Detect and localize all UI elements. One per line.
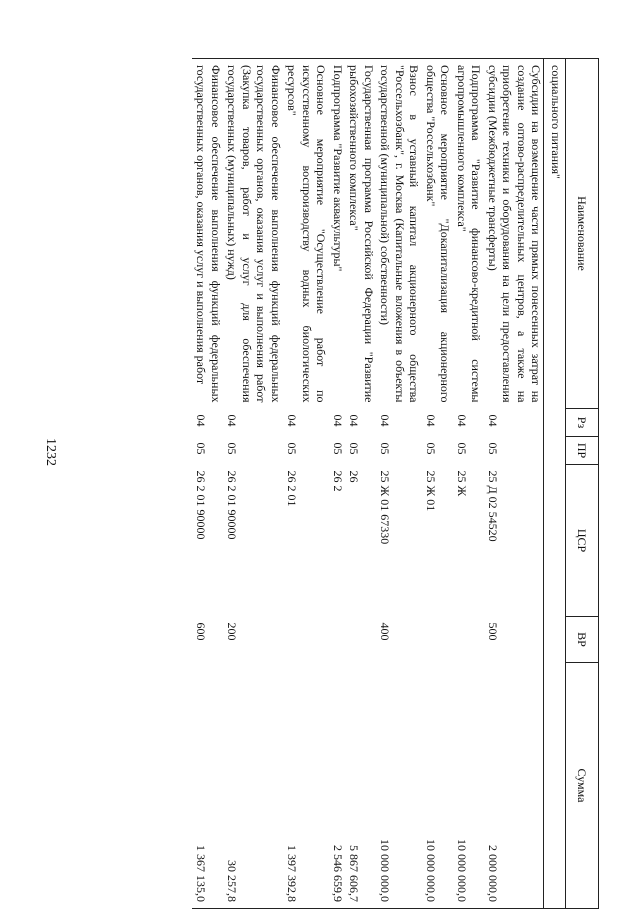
cell-pr: 05 (285, 442, 300, 455)
cell-sum: 5 867 606,7 (345, 663, 376, 909)
cell-pr: 05 (455, 442, 469, 455)
table-row (453, 59, 484, 909)
cell-csr: 26 2 (331, 470, 345, 492)
cell-rz: 04 (225, 414, 240, 427)
cell-rz: 04 (194, 414, 209, 427)
cell-rz: 04 (424, 414, 438, 427)
cell-csr: 26 2 01 90000 (225, 470, 240, 540)
table-row (484, 59, 545, 909)
cell-rz: 04 (285, 414, 300, 427)
cell-pr: 05 (424, 442, 438, 455)
table-row (422, 59, 453, 909)
cell-pr: 05 (331, 442, 345, 455)
header-name: Наименование (566, 59, 599, 409)
cell-pr: 05 (378, 442, 393, 455)
cell-rz: 04 (455, 414, 469, 427)
table-row (376, 59, 422, 909)
cell-name: Подпрограмма "Развитие финансово-кредитной системы агропромышленного комплекса" (453, 59, 484, 409)
continuation-text: социального питания" (544, 59, 566, 409)
budget-table (192, 58, 599, 909)
continuation-row (544, 59, 566, 909)
cell-vr (422, 617, 453, 663)
cell-sum: 2 546 659,9 (329, 663, 346, 909)
cell-pr: 05 (225, 442, 240, 455)
cell-name: Взнос в уставный капитал акционерного общества "Россельхозбанк", г. Москва (Капитальные вложения в объекты государственной (муниципальной) собственности) (376, 59, 422, 409)
cell-name: Основное мероприятие "Осуществление работ по искусственному воспроизводству водных биологических ресурсов" (283, 59, 329, 409)
header-csr: ЦСР (566, 465, 599, 617)
cell-sum: 1 367 135,0 (192, 663, 223, 909)
table-row (283, 59, 329, 909)
cell-csr: 25 Ж (455, 470, 469, 497)
cell-sum: 10 000 000,0 (453, 663, 484, 909)
table-row (192, 59, 223, 909)
page-number: 1232 (43, 438, 58, 466)
cell-csr: 25 Ж 01 67330 (378, 470, 393, 545)
cell-rz: 04 (486, 414, 500, 427)
cell-sum: 2 000 000,0 (484, 663, 545, 909)
cell-csr: 25 Ж 01 (424, 470, 438, 512)
cell-name: Финансовое обеспечение выполнения функций федеральных государственных органов, оказания услуг и выполнения работ (Закупка товаров, работ и услуг для обеспечения государственных (муниципальных) нужд) (223, 59, 283, 409)
cell-rz: 04 (347, 414, 362, 427)
cell-pr: 05 (486, 442, 500, 455)
cell-rz: 04 (331, 414, 345, 427)
cell-name: Государственная программа Российской Федерации "Развитие рыбохозяйственного комплекса" (345, 59, 376, 409)
cell-vr (345, 617, 376, 663)
cell-name: Субсидии на возмещение части прямых понесенных затрат на создание оптово-распределительных центров, а также на приобретение техники и оборудования на цели предоставления субсидии (Межбюджетные трансферты) (484, 59, 545, 409)
header-rz: Рз (566, 409, 599, 437)
cell-rz: 04 (378, 414, 393, 427)
budget-table-wrapper (69, 58, 599, 908)
cell-vr (453, 617, 484, 663)
cell-name: Основное мероприятие "Докапитализация акционерного общества "Россельхозбанк" (422, 59, 453, 409)
cell-csr: 26 2 01 (285, 470, 300, 507)
table-row (329, 59, 346, 909)
cell-csr: 26 (347, 470, 362, 483)
table-row (345, 59, 376, 909)
cell-vr: 600 (194, 622, 209, 641)
cell-sum: 10 000 000,0 (376, 663, 422, 909)
cell-sum: 1 397 392,8 (283, 663, 329, 909)
cell-sum: 30 257,8 (223, 663, 283, 909)
cell-pr: 05 (347, 442, 362, 455)
cell-sum: 10 000 000,0 (422, 663, 453, 909)
cell-name: Подпрограмма "Развитие аквакультуры" (329, 59, 346, 409)
cell-vr: 200 (225, 622, 240, 641)
table-header-row (566, 59, 599, 909)
cell-name: Финансовое обеспечение выполнения функций федеральных государственных органов, оказания услуг и выполнения работ (192, 59, 223, 409)
cell-csr: 26 2 01 90000 (194, 470, 209, 540)
cell-vr: 400 (378, 622, 393, 641)
cell-vr: 500 (486, 622, 500, 641)
cell-vr (329, 617, 346, 663)
cell-vr (283, 617, 329, 663)
header-pr: ПР (566, 437, 599, 465)
cell-csr: 25 Д 02 54520 (486, 470, 500, 542)
header-sum: Сумма (566, 663, 599, 909)
header-vr: ВР (566, 617, 599, 663)
cell-pr: 05 (194, 442, 209, 455)
table-row (223, 59, 283, 909)
